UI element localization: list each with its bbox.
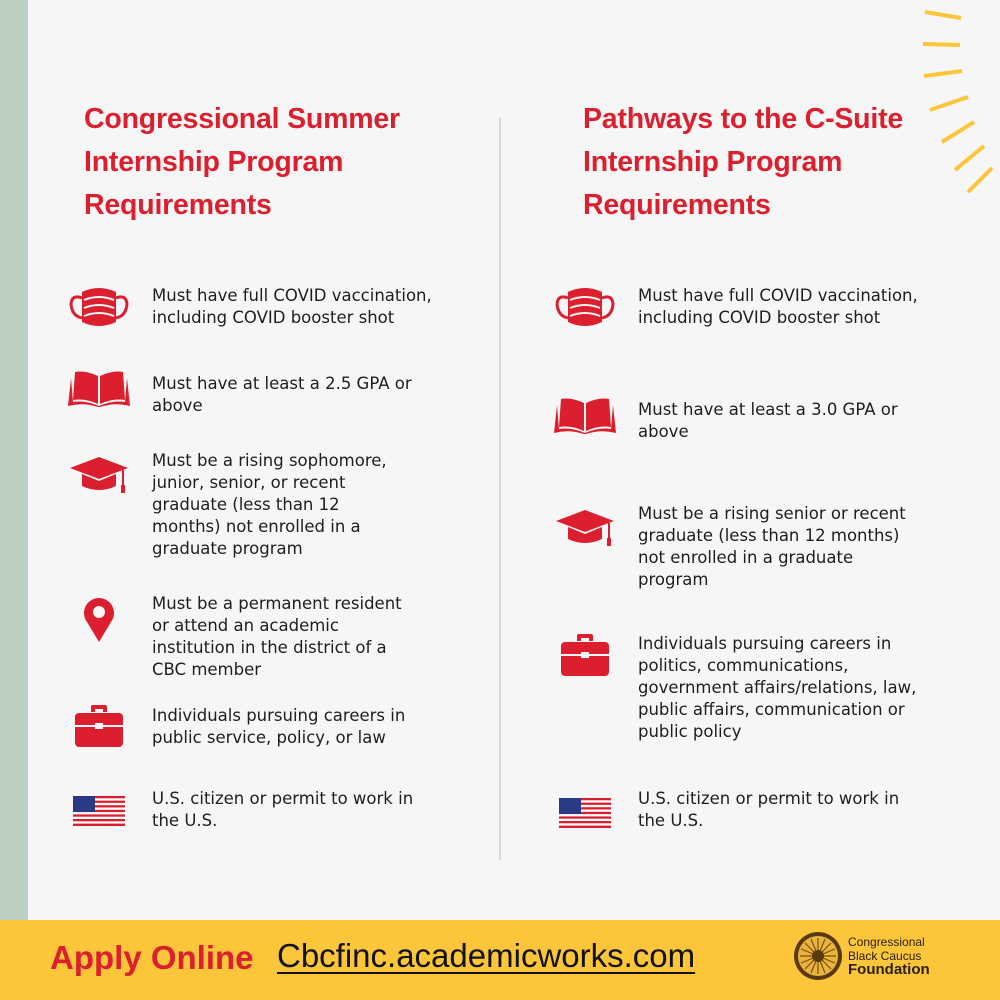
cbcf-logo [792, 930, 930, 982]
left-item-gpa: Must have at least a 2.5 GPA or above [66, 370, 452, 417]
right-title: Pathways to the C-Suite Internship Program Requirements [583, 103, 904, 221]
apply-online-label: Apply Online [50, 939, 254, 976]
us-flag-icon [559, 798, 611, 828]
us-flag-icon [73, 796, 125, 826]
logo-line-3: Foundation [848, 961, 930, 978]
left-title: Congressional Summer Internship Program Requirements [84, 103, 400, 221]
left-item-academic-standing: Must be a rising sophomore, junior, senior, or recent graduate (less than 12 months) not enrolled in a graduate program [66, 450, 452, 560]
location-pin-icon [82, 595, 116, 643]
application-url-link[interactable]: Cbcfinc.academicworks.com [277, 937, 696, 974]
right-item-academic-standing: Must be a rising senior or recent graduate (less than 12 months) not enrolled in a graduate program [552, 503, 938, 591]
side-accent-bar [0, 0, 28, 920]
right-item-gpa: Must have at least a 3.0 GPA or above [552, 397, 938, 443]
briefcase-icon [560, 633, 610, 677]
book-icon [67, 370, 131, 408]
briefcase-icon [74, 704, 124, 748]
right-item-citizenship: U.S. citizen or permit to work in the U.S. [552, 788, 938, 832]
mask-icon [68, 284, 130, 330]
graduation-cap-icon [554, 507, 616, 547]
right-item-careers: Individuals pursuing careers in politics, communications, government affairs/relations, law, public affairs, communication or public policy [552, 633, 938, 743]
column-divider [499, 118, 501, 860]
left-item-citizenship: U.S. citizen or permit to work in the U.S. [66, 788, 452, 832]
logo-line-1: Congressional [848, 935, 925, 949]
cbcf-seal-icon [792, 930, 844, 982]
logo-line-2: Black Caucus [848, 949, 922, 963]
mask-icon [554, 284, 616, 330]
left-item-careers: Individuals pursuing careers in public service, policy, or law [66, 704, 452, 749]
book-icon [553, 397, 617, 435]
left-item-vaccination: Must have full COVID vaccination, including COVID booster shot [66, 284, 452, 330]
right-item-vaccination: Must have full COVID vaccination, including COVID booster shot [552, 284, 938, 330]
left-item-residency: Must be a permanent resident or attend an academic institution in the district of a CBC member [66, 593, 452, 681]
graduation-cap-icon [68, 454, 130, 494]
